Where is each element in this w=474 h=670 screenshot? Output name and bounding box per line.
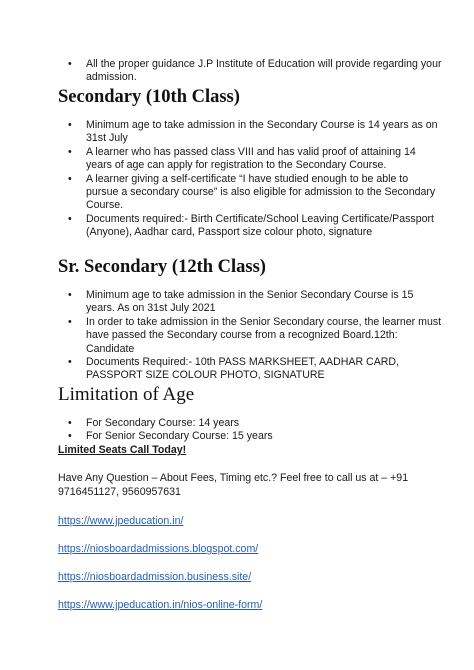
list-item: • For Senior Secondary Course: 15 years	[58, 430, 456, 443]
list-item: • A learner who has passed class VIII and has valid proof of attaining 14 years of age can apply for registration to the Secondary Course.	[58, 146, 456, 173]
list-item: • Documents Required:- 10th PASS MARKSHEET, AADHAR CARD, PASSPORT SIZE COLOUR PHOTO, SIGNATURE	[58, 356, 456, 383]
list-item: • Documents required:- Birth Certificate/School Leaving Certificate/Passport (Anyone), Aadhar card, Passport size colour photo, signature	[58, 213, 456, 240]
intro-list	[58, 58, 456, 85]
list-item: • Minimum age to take admission in the Senior Secondary Course is 15 years. As on 31st July 2021	[58, 289, 456, 316]
limitation-list	[58, 417, 456, 444]
link-business-site[interactable]: https://niosboardadmission.business.site/	[58, 571, 252, 583]
section-heading-secondary: Secondary (10th Class)	[58, 87, 240, 107]
list-item: • A learner giving a self-certificate “I have studied enough to be able to pursue a secondary course” is also eligible for admission to the Secondary Course.	[58, 173, 456, 213]
list-item: • For Secondary Course: 14 years	[58, 417, 456, 430]
sr-secondary-list	[58, 289, 456, 383]
link-nios-online-form[interactable]: https://www.jpeducation.in/nios-online-form/	[58, 599, 263, 611]
section-heading-sr-secondary: Sr. Secondary (12th Class)	[58, 257, 266, 277]
link-jpeducation[interactable]: https://www.jpeducation.in/	[58, 515, 184, 527]
section-heading-limitation: Limitation of Age	[58, 384, 195, 405]
link-blogspot[interactable]: https://niosboardadmissions.blogspot.com/	[58, 543, 259, 555]
secondary-list	[58, 119, 456, 240]
contact-paragraph: Have Any Question – About Fees, Timing etc.? Feel free to call us at – +91 9716451127, 9560957631	[58, 472, 409, 498]
limited-seats-callout: Limited Seats Call Today!	[58, 444, 187, 456]
list-item: • All the proper guidance J.P Institute of Education will provide regarding your admission.	[58, 58, 456, 85]
list-item: • In order to take admission in the Senior Secondary course, the learner must have passed the Secondary course from a recognized Board.12th: Candidate	[58, 316, 456, 356]
list-item: • Minimum age to take admission in the Secondary Course is 14 years as on 31st July	[58, 119, 456, 146]
